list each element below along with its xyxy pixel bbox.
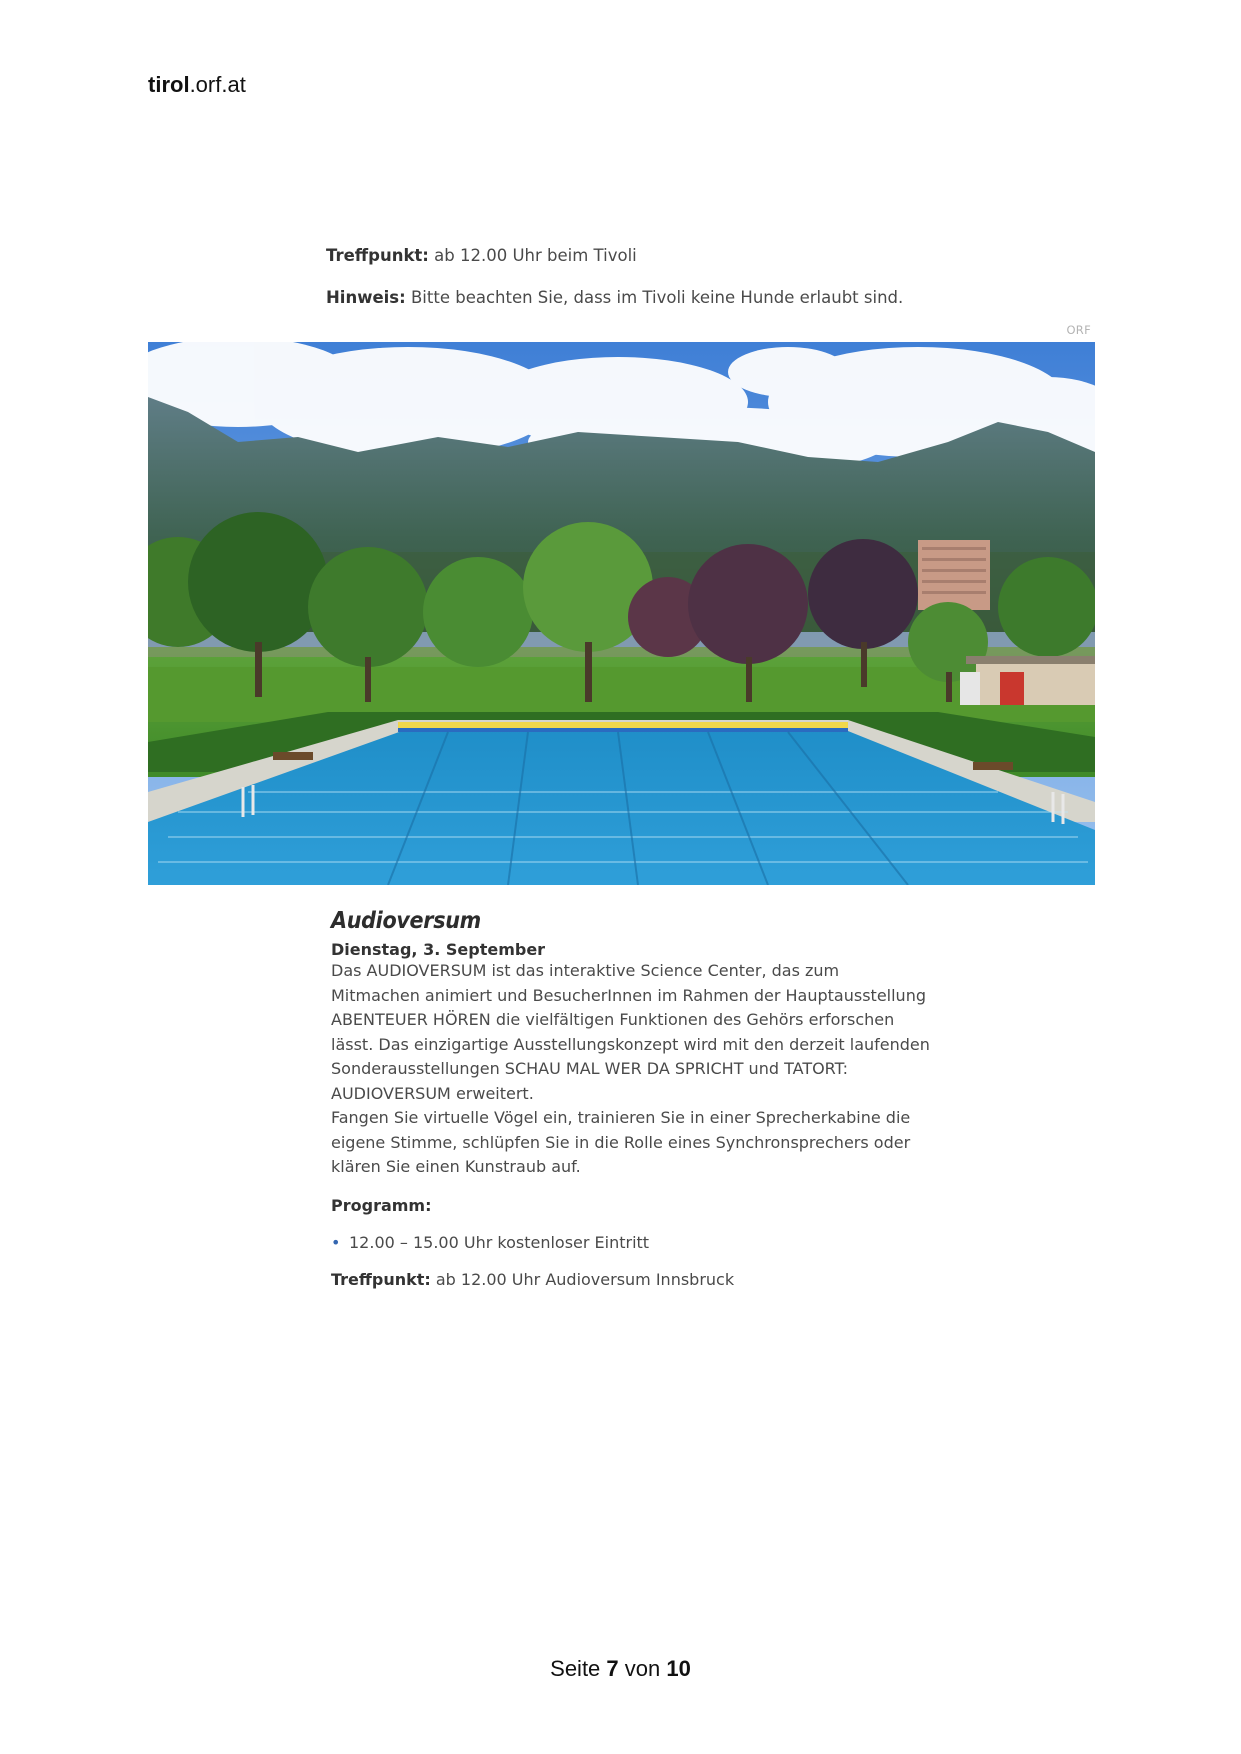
meeting-text: ab 12.00 Uhr beim Tivoli [428,246,637,265]
tivoli-note [326,288,903,307]
programm-list [331,1233,931,1252]
meeting-label: Treffpunkt: [331,1269,431,1289]
article-paragraph-1: Das AUDIOVERSUM ist das interaktive Science Center, das zum Mitmachen animiert und BesucherInnen im Rahmen der Hauptausstellung ABENTEUER HÖREN die vielfältigen Funktionen des Gehörs erforschen lässt. Das einzigartige Ausstellungskonzept wird mit den derzeit laufenden Sonderausstellungen SCHAU MAL WER DA SPRICHT und TATORT: AUDIOVERSUM erweitert. [331,961,930,1103]
meeting-label: Treffpunkt: [326,246,429,265]
total-pages: 10 [666,1656,691,1681]
site-domain: .orf.at [189,72,246,97]
swimming-pool-photo [148,342,1095,885]
article-title: Audioversum [331,908,481,934]
footer-middle: von [618,1656,667,1681]
note-label: Hinweis: [326,288,406,307]
programm-label: Programm: [331,1195,432,1215]
tivoli-meeting-point [326,246,637,265]
meeting-text: ab 12.00 Uhr Audioversum Innsbruck [430,1269,735,1289]
programm-item: • 12.00 – 15.00 Uhr kostenloser Eintritt [331,1233,931,1252]
site-brand: tirol [148,72,190,97]
audioversum-meeting-point [331,1270,931,1289]
site-header [148,72,246,98]
current-page: 7 [606,1656,619,1681]
footer-prefix: Seite [550,1656,607,1681]
article-paragraph-2: Fangen Sie virtuelle Vögel ein, trainieren Sie in einer Sprecherkabine die eigene Stimme, schlüpfen Sie in die Rolle eines Synchronsprechers oder klären Sie einen Kunstraub auf. [331,1108,911,1176]
photo-credit: ORF [1066,323,1091,337]
note-text: Bitte beachten Sie, dass im Tivoli keine Hunde erlaubt sind. [405,288,904,307]
article-date: Dienstag, 3. September [331,940,546,959]
page-footer [0,1656,1241,1682]
audioversum-article [331,908,931,1289]
